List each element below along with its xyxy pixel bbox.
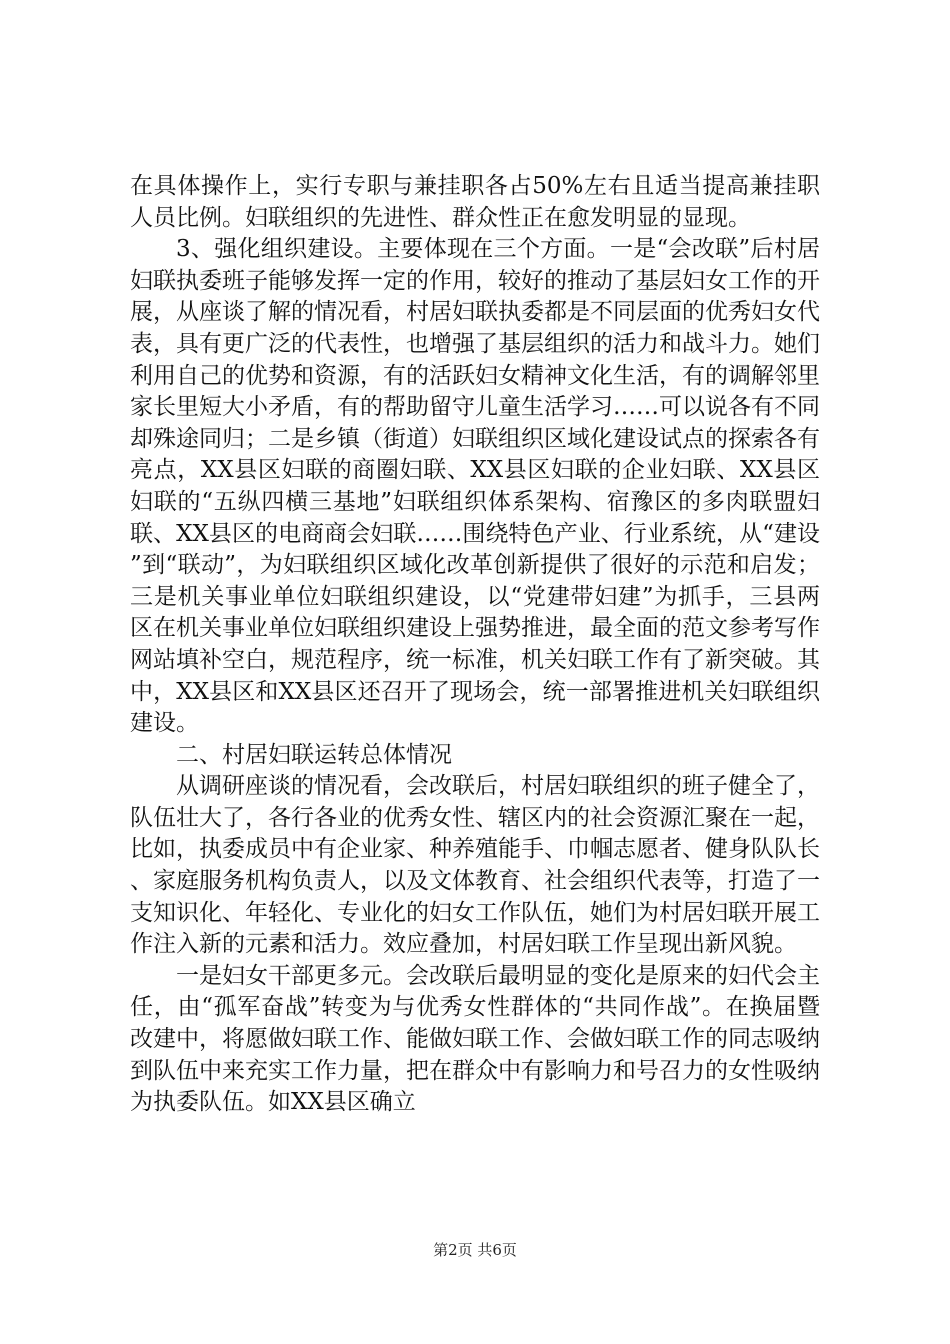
paragraph-overall-situation: 从调研座谈的情况看，会改联后，村居妇联组织的班子健全了，队伍壮大了，各行各业的优秀女性、辖区内的社会资源汇聚在一起，比如，执委成员中有企业家、种养殖能手、巾帼志愿者、健身队队长、家庭服务机构负责人，以及文体教育、社会组织代表等，打造了一支知识化、年轻化、专业化的妇女工作队伍，她们为村居妇联开展工作注入新的元素和活力。效应叠加，村居妇联工作呈现出新风貌。 [130,773,820,958]
document-body [130,171,820,1119]
page-footer: 第2页 共6页 [433,1241,517,1259]
section-heading: 二、村居妇联运转总体情况 [176,741,452,768]
paragraph-diverse-cadres: 一是妇女干部更多元。会改联后最明显的变化是原来的妇代会主任，由“孤军奋战”转变为与优秀女性群体的“共同作战”。在换届暨改建中，将愿做妇联工作、能做妇联工作、会做妇联工作的同志吸纳到队伍中来充实工作力量，把在群众中有影响力和号召力的女性吸纳为执委队伍。如XX县区确立 [130,962,820,1116]
paragraph-continuation: 在具体操作上，实行专职与兼挂职各占50%左右且适当提高兼挂职人员比例。妇联组织的先进性、群众性正在愈发明显的显现。 [130,173,820,231]
paragraph-organization-building: 3、强化组织建设。主要体现在三个方面。一是“会改联”后村居妇联执委班子能够发挥一定的作用，较好的推动了基层妇女工作的开展，从座谈了解的情况看，村居妇联执委都是不同层面的优秀妇女代表，具有更广泛的代表性，也增强了基层组织的活力和战斗力。她们利用自己的优势和资源，有的活跃妇女精神文化生活，有的调解邻里家长里短大小矛盾，有的帮助留守儿童生活学习……可以说各有不同却殊途同归；二是乡镇（街道）妇联组织区域化建设试点的探索各有亮点，XX县区妇联的商圈妇联、XX县区妇联的企业妇联、XX县区妇联的“五纵四横三基地”妇联组织体系架构、宿豫区的多肉联盟妇联、XX县区的电商商会妇联……围绕特色产业、行业系统，从“建设”到“联动”，为妇联组织区域化改革创新提供了很好的示范和启发；三是机关事业单位妇联组织建设，以“党建带妇建”为抓手，三县两区在机关事业单位妇联组织建设上强势推进，最全面的范文参考写作网站填补空白，规范程序，统一标准，机关妇联工作有了新突破。其中，XX县区和XX县区还召开了现场会，统一部署推进机关妇联组织建设。 [130,236,820,737]
